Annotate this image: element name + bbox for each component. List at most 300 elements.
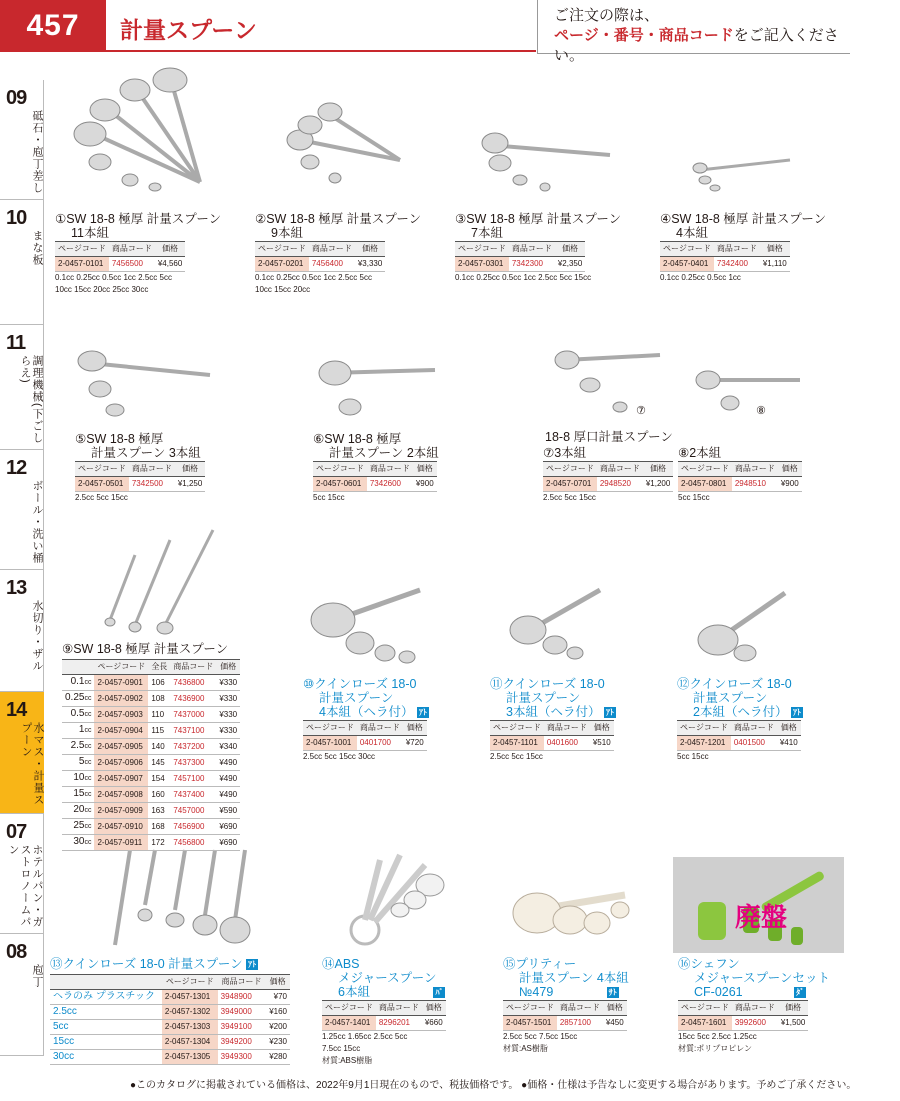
product-subtitle: 計量スプーン 3本組 xyxy=(91,446,201,460)
table-row xyxy=(62,755,240,771)
page-title: 計量スプーン xyxy=(120,17,257,43)
page-code: 2-0457-0701 xyxy=(543,477,597,492)
item-code: 7436900 xyxy=(170,691,216,707)
product-subtitle: 3本組（ヘラ付） xyxy=(506,705,601,719)
col-price: 価格 xyxy=(778,462,802,477)
size-cell: 2.5cc xyxy=(50,1005,162,1020)
page-code: 2-0457-1101 xyxy=(490,736,544,751)
product-table xyxy=(75,461,205,492)
page-code: 2-0457-0201 xyxy=(255,257,309,272)
table-row xyxy=(455,257,585,272)
product-subtitle-row xyxy=(490,705,630,719)
size-cell: 5cc xyxy=(50,1020,162,1035)
col-price: 価格 xyxy=(778,1001,808,1016)
col-page-code: ページコード xyxy=(255,242,309,257)
product-table xyxy=(678,1000,808,1031)
item-code: 7342400 xyxy=(714,257,760,272)
sizes: 1.25cc 1.65cc 2.5cc 5cc xyxy=(322,1032,408,1041)
product-table xyxy=(503,1000,627,1031)
page-code: 2-0457-1401 xyxy=(322,1016,376,1031)
price: ¥200 xyxy=(265,1020,290,1035)
table-row xyxy=(62,739,240,755)
sizes: 0.1cc 0.25cc 0.5cc 1cc 2.5cc 5cc 15cc xyxy=(455,273,592,282)
price: ¥330 xyxy=(216,691,240,707)
size-cell xyxy=(62,739,94,755)
size-cell xyxy=(62,771,94,787)
size-cell xyxy=(62,803,94,819)
product-subtitle: メジャースプーン xyxy=(338,971,437,985)
material: 材質:AS樹脂 xyxy=(503,1044,548,1053)
col-page-code: ページコード xyxy=(55,242,109,257)
col-page-code: ページコード xyxy=(660,242,714,257)
sizes: 10cc 15cc 20cc 25cc 30cc xyxy=(55,285,149,294)
col-price: 価格 xyxy=(175,462,205,477)
col-page-code: ページコード xyxy=(94,660,148,675)
page-code: 2-0457-1601 xyxy=(678,1016,732,1031)
table-row xyxy=(62,803,240,819)
length: 108 xyxy=(148,691,170,707)
product-subtitle: 計量スプーン xyxy=(506,691,581,705)
col-price: 価格 xyxy=(643,462,673,477)
size-unit: cc xyxy=(84,791,92,798)
product-subtitle: 計量スプーン xyxy=(693,691,768,705)
item-code: 8296201 xyxy=(376,1016,422,1031)
size-cell xyxy=(62,755,94,771)
size-cell: 15cc xyxy=(50,1035,162,1050)
size-cell xyxy=(62,787,94,803)
table-row xyxy=(62,691,240,707)
col-size xyxy=(62,660,94,675)
item-code: 7437200 xyxy=(170,739,216,755)
marker-8: ⑧ xyxy=(756,405,766,417)
col-price: 価格 xyxy=(355,242,385,257)
item-code: 7342600 xyxy=(367,477,413,492)
length: 140 xyxy=(148,739,170,755)
spoon-set-2-photo xyxy=(310,355,445,425)
item-code: 3948900 xyxy=(218,990,266,1005)
table-row xyxy=(62,771,240,787)
product-subtitle: 計量スプーン xyxy=(319,691,394,705)
abs-spoon-photo xyxy=(330,840,460,950)
tab-number: 12 xyxy=(6,457,27,479)
product-title: ⑥SW 18-8 極厚 xyxy=(313,432,402,446)
col-item-code: 商品コード xyxy=(109,242,155,257)
page-code: 2-0457-0908 xyxy=(94,787,148,803)
product-title-row xyxy=(50,957,295,971)
price: ¥3,330 xyxy=(355,257,385,272)
product-title: ⑬クインローズ 18-0 計量スプーン xyxy=(50,957,243,971)
product-subtitle: 4本組（ヘラ付） xyxy=(319,705,414,719)
table-row xyxy=(50,1050,290,1065)
tab-label: 水マス・計量スプーン xyxy=(20,722,44,806)
table-row xyxy=(322,1016,446,1031)
size-unit: cc xyxy=(84,679,92,686)
spoon-set-3-photo xyxy=(70,345,220,425)
table-row xyxy=(62,707,240,723)
page-number: 457 xyxy=(0,0,106,52)
product-subtitle: 計量スプーン 4本組 xyxy=(519,971,629,985)
table-row xyxy=(62,787,240,803)
col-page-code: ページコード xyxy=(503,1001,557,1016)
sizes: 7.5cc 15cc xyxy=(322,1044,361,1053)
col-price: 価格 xyxy=(603,1001,627,1016)
price: ¥330 xyxy=(216,675,240,691)
page-code: 2-0457-0903 xyxy=(94,707,148,723)
sizes: 2.5cc 5cc 7.5cc 15cc xyxy=(503,1032,578,1041)
table-row xyxy=(678,477,802,492)
product-subtitle: ⑧2本組 xyxy=(678,446,722,460)
tab-07[interactable] xyxy=(0,814,44,934)
length: 110 xyxy=(148,707,170,723)
size-value: 20 xyxy=(73,804,85,815)
length: 168 xyxy=(148,819,170,835)
size-cell xyxy=(62,835,94,851)
item-code: 7437100 xyxy=(170,723,216,739)
discontinued-stamp: 廃盤 xyxy=(735,902,788,932)
col-item-code: 商品コード xyxy=(376,1001,422,1016)
product-table xyxy=(322,1000,446,1031)
sizes: 5cc 15cc xyxy=(678,493,710,502)
price: ¥660 xyxy=(422,1016,446,1031)
length: 160 xyxy=(148,787,170,803)
item-code: 7437400 xyxy=(170,787,216,803)
product-table xyxy=(303,720,427,751)
price: ¥340 xyxy=(216,739,240,755)
col-price: 価格 xyxy=(216,660,240,675)
col-item-code: 商品コード xyxy=(218,975,266,990)
table-row xyxy=(660,257,790,272)
col-price: 価格 xyxy=(422,1001,446,1016)
col-item-code: 商品コード xyxy=(129,462,175,477)
size-value: 2.5 xyxy=(70,740,85,751)
price: ¥900 xyxy=(413,477,437,492)
product-subtitle-row xyxy=(677,705,817,719)
sizes: 15cc 5cc 2.5cc 1.25cc xyxy=(678,1032,757,1041)
product-title: ①SW 18-8 極厚 計量スプーン xyxy=(55,212,222,226)
spoon-set-4-photo xyxy=(685,150,795,195)
product-table xyxy=(50,974,290,1065)
product-table xyxy=(62,659,240,851)
price: ¥280 xyxy=(265,1050,290,1065)
tab-13[interactable] xyxy=(0,570,44,692)
tab-label: ボール・洗い桶 xyxy=(31,480,43,564)
price: ¥330 xyxy=(216,723,240,739)
table-row xyxy=(678,1016,808,1031)
price: ¥4,560 xyxy=(155,257,185,272)
product-subtitle-row xyxy=(678,985,843,999)
order-note xyxy=(537,0,850,64)
tab-number: 14 xyxy=(6,699,27,721)
product-table xyxy=(678,461,802,492)
length: 163 xyxy=(148,803,170,819)
product-table xyxy=(55,241,185,272)
page-code: 2-0457-0909 xyxy=(94,803,148,819)
page-code: 2-0457-1001 xyxy=(303,736,357,751)
table-row xyxy=(503,1016,627,1031)
product-table xyxy=(255,241,385,272)
page-code: 2-0457-0401 xyxy=(660,257,714,272)
product-table xyxy=(313,461,437,492)
size-cell xyxy=(62,819,94,835)
table-row xyxy=(62,835,240,851)
table-row xyxy=(255,257,385,272)
product-subtitle-row xyxy=(322,985,462,999)
tab-number: 11 xyxy=(6,332,26,354)
size-unit: cc xyxy=(84,839,92,846)
size-value: 0.1 xyxy=(70,676,85,687)
size-cell: 30cc xyxy=(50,1050,162,1065)
item-code: 2857100 xyxy=(557,1016,603,1031)
item-code: 7457100 xyxy=(170,771,216,787)
maker-badge: ﾀﾞ xyxy=(796,988,805,998)
item-code: 2948510 xyxy=(732,477,778,492)
col-page-code: ページコード xyxy=(678,1001,732,1016)
product-title: ⑩クインローズ 18-0 xyxy=(303,677,417,691)
col-price: 価格 xyxy=(590,721,614,736)
item-code: 7342500 xyxy=(129,477,175,492)
item-code: 0401500 xyxy=(731,736,777,751)
table-row xyxy=(62,723,240,739)
material: 材質:ポリプロピレン xyxy=(678,1044,753,1053)
page-code: 2-0457-0101 xyxy=(55,257,109,272)
sizes: 2.5cc 5cc 15cc xyxy=(490,752,543,761)
col-item-code: 商品コード xyxy=(309,242,355,257)
single-spoon-photo xyxy=(95,525,220,640)
size-unit: cc xyxy=(84,695,92,702)
length: 106 xyxy=(148,675,170,691)
size-value: 0.25 xyxy=(65,692,85,703)
page-code: 2-0457-1302 xyxy=(162,1005,218,1020)
sizes: 2.5cc 5cc 15cc xyxy=(75,493,128,502)
pretty-spoon-photo xyxy=(505,855,640,950)
chef-spoon-photo xyxy=(673,857,844,953)
table-row xyxy=(303,736,427,751)
order-note-line1: ご注文の際は、 xyxy=(554,7,660,24)
size-value: 10 xyxy=(73,772,85,783)
col-price: 価格 xyxy=(403,721,427,736)
tab-11[interactable] xyxy=(0,325,44,450)
product-title: ④SW 18-8 極厚 計量スプーン xyxy=(660,212,827,226)
price: ¥690 xyxy=(216,819,240,835)
page-code: 2-0457-0907 xyxy=(94,771,148,787)
page-code: 2-0457-1303 xyxy=(162,1020,218,1035)
tab-12[interactable] xyxy=(0,450,44,570)
col-length: 全長 xyxy=(148,660,170,675)
size-unit: cc xyxy=(84,727,92,734)
price: ¥590 xyxy=(216,803,240,819)
product-subtitle: メジャースプーンセット xyxy=(694,971,831,985)
product-subtitle: CF-0261 xyxy=(694,985,743,999)
size-unit: cc xyxy=(84,759,92,766)
product-subtitle: 7本組 xyxy=(471,226,503,240)
maker-badge: ｱﾄ xyxy=(418,708,427,718)
tab-label: まな板 xyxy=(31,230,43,266)
header-rule xyxy=(106,50,536,52)
table-row xyxy=(62,675,240,691)
col-item-code: 商品コード xyxy=(170,660,216,675)
product-table xyxy=(490,720,614,751)
size-value: 1 xyxy=(78,724,85,735)
page-code: 2-0457-0911 xyxy=(94,835,148,851)
tab-number: 13 xyxy=(6,577,27,599)
item-code: 7456800 xyxy=(170,835,216,851)
sizes: 0.1cc 0.25cc 0.5cc 1cc xyxy=(660,273,741,282)
col-page-code: ページコード xyxy=(455,242,509,257)
product-subtitle: 11本組 xyxy=(71,226,109,240)
item-code: 7456500 xyxy=(109,257,155,272)
item-code: 3992600 xyxy=(732,1016,778,1031)
page-code: 2-0457-0501 xyxy=(75,477,129,492)
col-item-code: 商品コード xyxy=(714,242,760,257)
page-code: 2-0457-1304 xyxy=(162,1035,218,1050)
tab-09[interactable] xyxy=(0,80,44,200)
table-row xyxy=(50,1005,290,1020)
size-unit: cc xyxy=(84,807,92,814)
price: ¥690 xyxy=(216,835,240,851)
queenrose-4-photo xyxy=(305,575,440,670)
col-price: 価格 xyxy=(777,721,801,736)
maker-badge: ｱﾄ xyxy=(605,708,614,718)
tab-14[interactable] xyxy=(0,692,44,814)
maker-badge: ｱﾄ xyxy=(792,708,801,718)
table-row xyxy=(677,736,801,751)
size-value: 0.5 xyxy=(70,708,85,719)
price: ¥490 xyxy=(216,755,240,771)
item-code: 7437000 xyxy=(170,707,216,723)
col-item-code: 商品コード xyxy=(544,721,590,736)
product-title: ⑨SW 18-8 極厚 計量スプーン xyxy=(62,642,229,656)
product-subtitle: 計量スプーン 2本組 xyxy=(329,446,439,460)
col-item-code: 商品コード xyxy=(732,1001,778,1016)
table-row xyxy=(50,1020,290,1035)
col-item-code: 商品コード xyxy=(557,1001,603,1016)
tab-number: 10 xyxy=(6,207,27,229)
price: ¥1,200 xyxy=(643,477,673,492)
tab-label: 砥石・庖丁差し xyxy=(31,110,43,194)
price: ¥330 xyxy=(216,707,240,723)
product-subtitle-row xyxy=(303,705,443,719)
col-page-code: ページコード xyxy=(677,721,731,736)
sizes: 0.1cc 0.25cc 0.5cc 1cc 2.5cc 5cc xyxy=(55,273,172,282)
item-code: 0401700 xyxy=(357,736,403,751)
product-title: ②SW 18-8 極厚 計量スプーン xyxy=(255,212,422,226)
col-item-code: 商品コード xyxy=(367,462,413,477)
item-code: 3949100 xyxy=(218,1020,266,1035)
price: ¥160 xyxy=(265,1005,290,1020)
length: 172 xyxy=(148,835,170,851)
tab-08[interactable] xyxy=(0,934,44,1056)
price: ¥2,350 xyxy=(555,257,585,272)
size-unit: cc xyxy=(84,775,92,782)
size-value: 30 xyxy=(73,836,85,847)
tab-label: 水切り・ザル xyxy=(31,600,43,672)
page-code: 2-0457-0904 xyxy=(94,723,148,739)
page-code: 2-0457-1501 xyxy=(503,1016,557,1031)
order-note-tail: をご記入ください。 xyxy=(554,27,839,64)
col-page-code: ページコード xyxy=(678,462,732,477)
page-code: 2-0457-0801 xyxy=(678,477,732,492)
table-row xyxy=(50,1035,290,1050)
price: ¥230 xyxy=(265,1035,290,1050)
size-cell xyxy=(62,707,94,723)
item-code: 3949000 xyxy=(218,1005,266,1020)
item-code: 7456400 xyxy=(309,257,355,272)
length: 154 xyxy=(148,771,170,787)
spoon-set-9-photo xyxy=(280,100,420,195)
sizes: 5cc 15cc xyxy=(677,752,709,761)
page-code: 2-0457-1301 xyxy=(162,990,218,1005)
col-page-code: ページコード xyxy=(162,975,218,990)
tab-number: 07 xyxy=(6,821,27,843)
price: ¥450 xyxy=(603,1016,627,1031)
product-subtitle: ⑦3本組 xyxy=(543,446,587,460)
page-code: 2-0457-0906 xyxy=(94,755,148,771)
price: ¥410 xyxy=(777,736,801,751)
item-code: 7457000 xyxy=(170,803,216,819)
maker-badge: ﾊﾟ xyxy=(435,988,444,998)
size-value: 5 xyxy=(78,756,85,767)
product-title: ⑫クインローズ 18-0 xyxy=(677,677,792,691)
tab-label: 庖丁 xyxy=(31,964,43,988)
col-item-code: 商品コード xyxy=(597,462,643,477)
product-title: ⑯シェフン xyxy=(678,957,740,971)
page-code: 2-0457-0902 xyxy=(94,691,148,707)
table-row xyxy=(490,736,614,751)
col-item-code: 商品コード xyxy=(509,242,555,257)
col-size xyxy=(50,975,162,990)
product-subtitle: 6本組 xyxy=(338,985,370,999)
product-subtitle: 9本組 xyxy=(271,226,303,240)
product-subtitle: 2本組（ヘラ付） xyxy=(693,705,788,719)
page-code: 2-0457-0901 xyxy=(94,675,148,691)
table-row xyxy=(75,477,205,492)
size-value: 25 xyxy=(73,820,85,831)
table-row xyxy=(543,477,673,492)
product-subtitle: №479 xyxy=(519,985,554,999)
item-code: 7342300 xyxy=(509,257,555,272)
product-title: ⑪クインローズ 18-0 xyxy=(490,677,605,691)
size-unit: cc xyxy=(84,711,92,718)
price: ¥1,500 xyxy=(778,1016,808,1031)
table-row xyxy=(50,990,290,1005)
col-price: 価格 xyxy=(760,242,790,257)
item-code: 7437300 xyxy=(170,755,216,771)
col-page-code: ページコード xyxy=(322,1001,376,1016)
length: 145 xyxy=(148,755,170,771)
col-page-code: ページコード xyxy=(313,462,367,477)
material: 材質:ABS樹脂 xyxy=(322,1056,373,1065)
product-title: ⑭ABS xyxy=(322,957,360,971)
col-price: 価格 xyxy=(155,242,185,257)
product-table xyxy=(543,461,673,492)
sizes: 2.5cc 5cc 15cc xyxy=(543,493,596,502)
product-table xyxy=(660,241,790,272)
product-title: ③SW 18-8 極厚 計量スプーン xyxy=(455,212,622,226)
price: ¥490 xyxy=(216,771,240,787)
length: 115 xyxy=(148,723,170,739)
product-title: ⑤SW 18-8 極厚 xyxy=(75,432,164,446)
spoon-set-7-photo xyxy=(470,125,620,200)
size-unit: cc xyxy=(84,743,92,750)
tab-10[interactable] xyxy=(0,200,44,325)
col-page-code: ページコード xyxy=(75,462,129,477)
product-table xyxy=(455,241,585,272)
size-value: 15 xyxy=(73,788,85,799)
item-code: 0401600 xyxy=(544,736,590,751)
col-page-code: ページコード xyxy=(543,462,597,477)
tab-label: ホテルパン・ガストロノームパン xyxy=(7,844,43,928)
queenrose-2-photo xyxy=(690,578,800,668)
